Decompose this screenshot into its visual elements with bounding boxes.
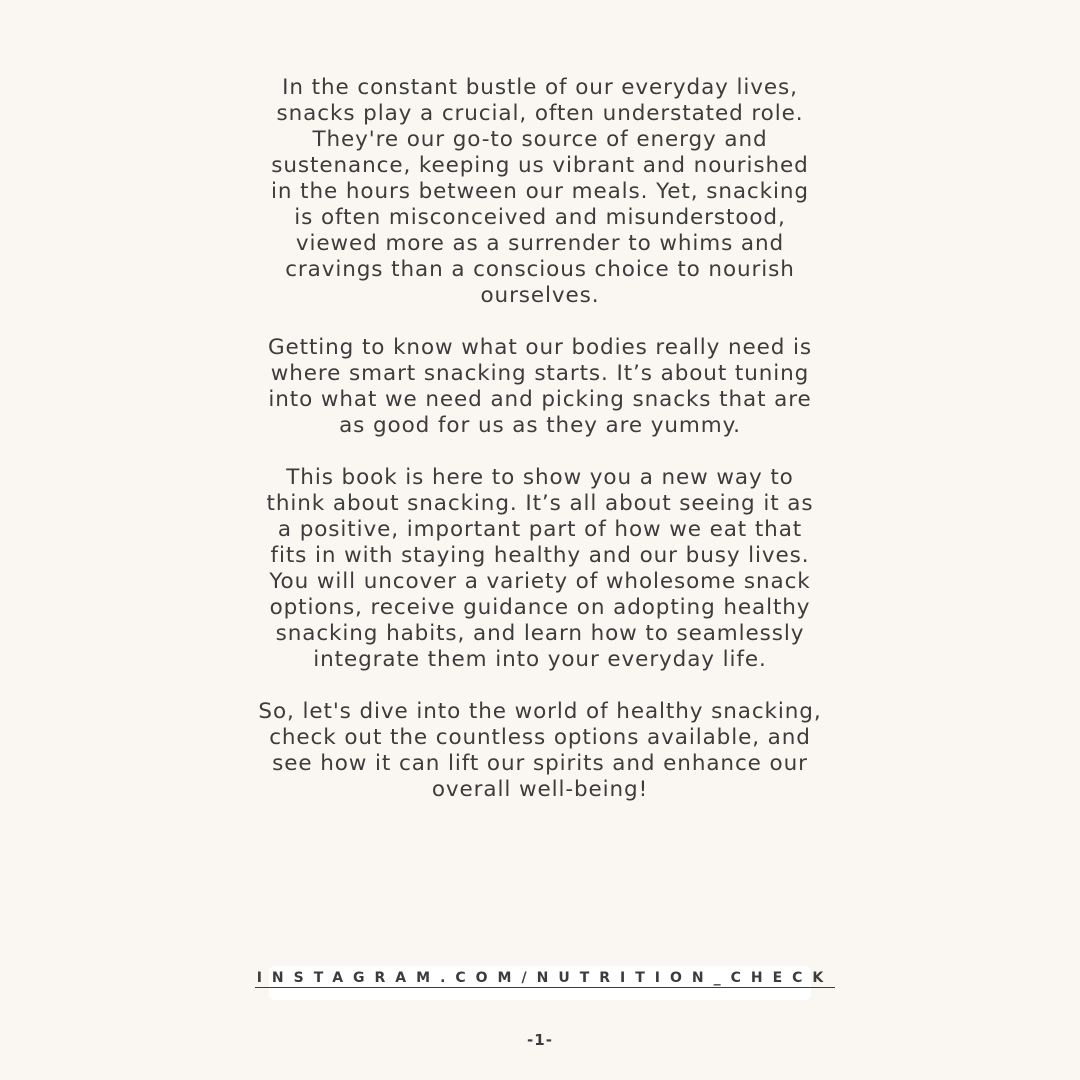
text-line: cravings than a conscious choice to nourish xyxy=(285,257,795,282)
text-line: in the hours between our meals. Yet, snacking xyxy=(271,179,809,204)
text-line: sustenance, keeping us vibrant and nourished xyxy=(271,153,809,178)
text-line: integrate them into your everyday life. xyxy=(313,647,767,672)
text-line: snacking habits, and learn how to seamlessly xyxy=(275,621,805,646)
paragraph-1 xyxy=(230,75,850,309)
text-line: Getting to know what our bodies really need is xyxy=(267,335,813,360)
page-number: -1- xyxy=(527,1031,553,1049)
text-line: see how it can lift our spirits and enhance our xyxy=(272,751,808,776)
text-line: You will uncover a variety of wholesome snack xyxy=(269,569,811,594)
text-line: check out the countless options available, and xyxy=(269,725,811,750)
text-line: options, receive guidance on adopting healthy xyxy=(269,595,811,620)
text-line: where smart snacking starts. It’s about tuning xyxy=(270,361,810,386)
text-line: as good for us as they are yummy. xyxy=(339,413,741,438)
text-line: into what we need and picking snacks that are xyxy=(268,387,812,412)
text-line: This book is here to show you a new way to xyxy=(286,465,794,490)
text-line: So, let's dive into the world of healthy snacking, xyxy=(258,699,822,724)
instagram-link[interactable]: INSTAGRAM.COM/NUTRITION_CHECK xyxy=(256,970,834,986)
text-line: fits in with staying healthy and our busy lives. xyxy=(270,543,810,568)
text-line: snacks play a crucial, often understated role. xyxy=(276,101,804,126)
text-line: is often misconceived and misunderstood, xyxy=(294,205,786,230)
text-line: overall well-being! xyxy=(431,777,649,802)
paragraph-3 xyxy=(230,465,850,673)
text-line: ourselves. xyxy=(480,283,600,308)
text-line: In the constant bustle of our everyday lives, xyxy=(282,75,798,100)
paragraph-4 xyxy=(230,699,850,803)
paragraph-2 xyxy=(230,335,850,439)
text-line: viewed more as a surrender to whims and xyxy=(295,231,785,256)
intro-text xyxy=(230,75,850,829)
text-line: a positive, important part of how we eat that xyxy=(277,517,803,542)
instagram-link-container xyxy=(255,966,835,1000)
text-line: They're our go-to source of energy and xyxy=(312,127,768,152)
text-line: think about snacking. It’s all about seeing it as xyxy=(266,491,814,516)
